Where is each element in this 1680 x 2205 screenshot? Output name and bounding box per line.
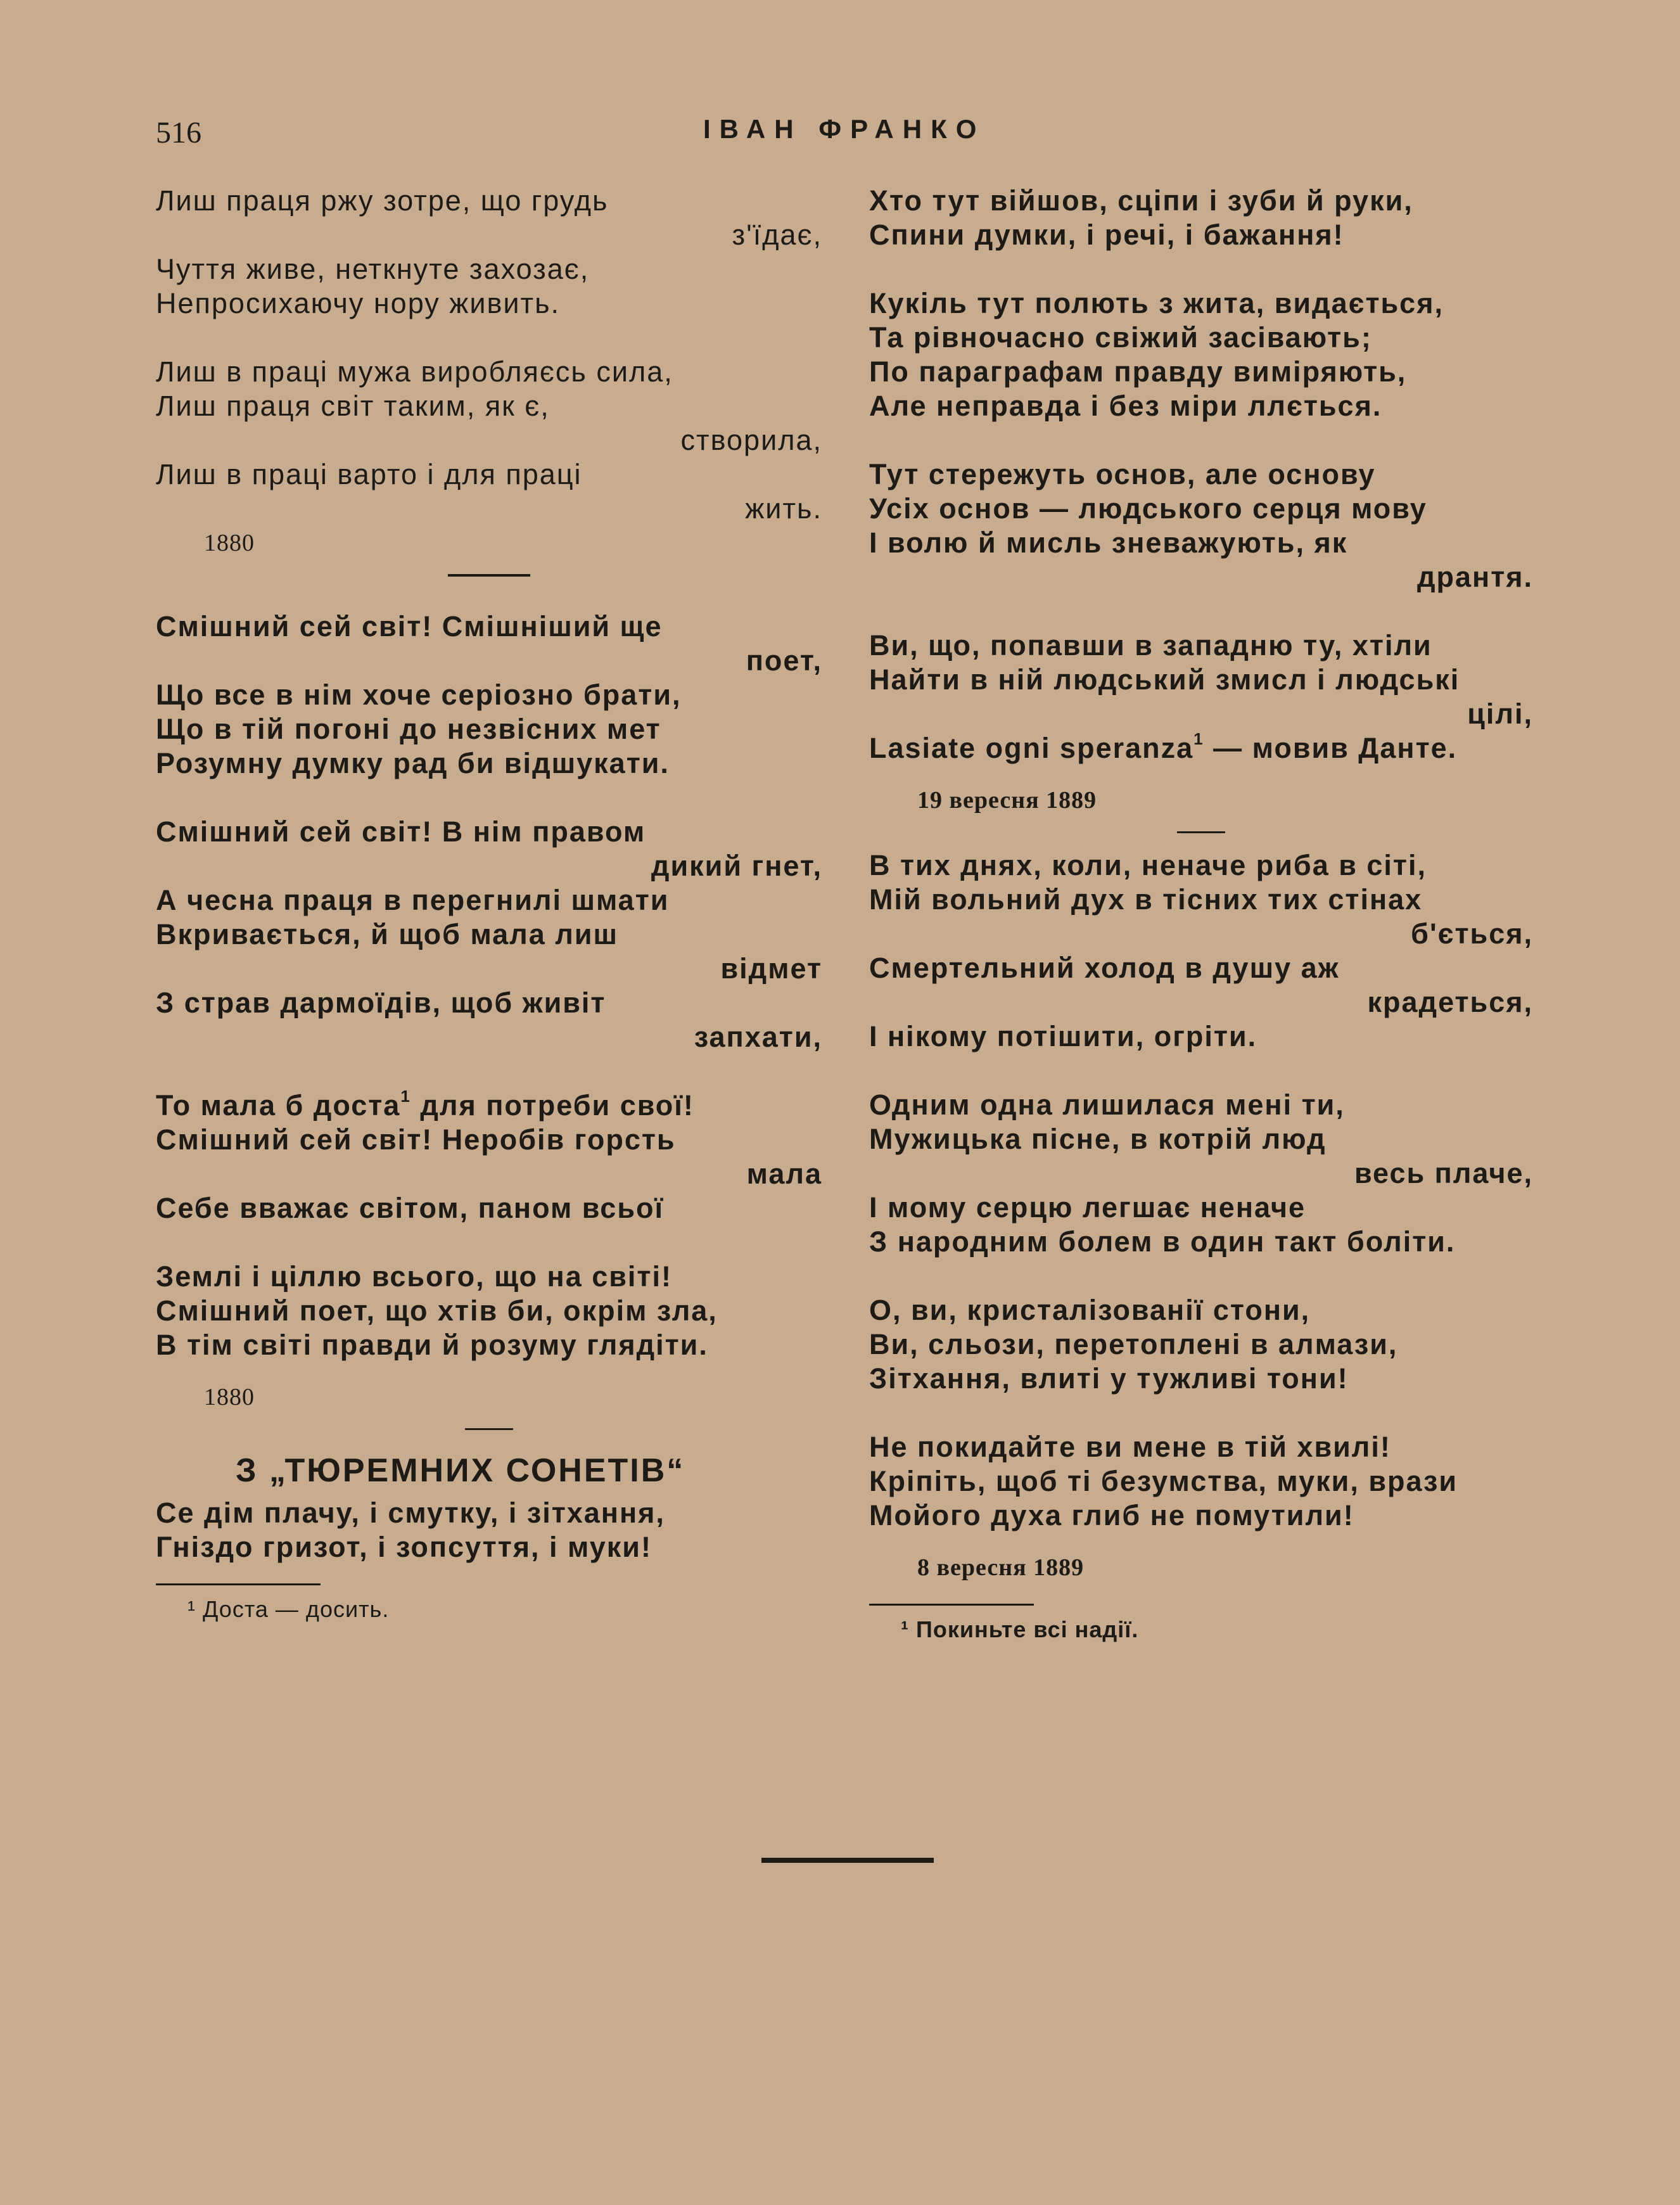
verse-line xyxy=(869,1156,1533,1191)
verse-line xyxy=(156,952,822,986)
verse-text: Лиш праця світ таким, як є, xyxy=(156,390,550,422)
verse-text: Смішний сей світ! Смішніший ще xyxy=(156,610,663,642)
verse-line xyxy=(869,321,1533,355)
verse-line xyxy=(869,1499,1533,1533)
verse-line xyxy=(869,1293,1533,1327)
verse-text: По параграфам правду виміряють, xyxy=(869,355,1407,388)
verse-line xyxy=(156,1020,822,1054)
footnote-mark: 1 xyxy=(1193,729,1204,748)
verse-text: Гніздо гризот, і зопсуття, і муки! xyxy=(156,1531,652,1563)
poem-3-continued xyxy=(869,184,1533,765)
verse-line xyxy=(156,492,822,526)
verse-line xyxy=(869,492,1533,526)
stanza-gap xyxy=(869,1396,1533,1430)
verse-text: Кукіль тут полють з жита, видається, xyxy=(869,287,1444,319)
verse-line xyxy=(869,218,1533,252)
verse-line xyxy=(156,252,822,286)
verse-text: для потреби свої! xyxy=(410,1089,694,1122)
poem-2 xyxy=(156,610,822,1362)
verse-text: Спини думки, і речі, і бажання! xyxy=(869,219,1344,251)
verse-text: Лиш праця ржу зотре, що грудь xyxy=(156,184,609,217)
verse-line xyxy=(869,526,1533,560)
verse-text: Себе вважає світом, паном всьої xyxy=(156,1192,665,1224)
verse-text: б'ється, xyxy=(1411,917,1533,950)
verse-line xyxy=(156,1123,822,1157)
verse-line xyxy=(869,1225,1533,1259)
section-separator xyxy=(1177,831,1225,833)
verse-text: Тут стережуть основ, але основу xyxy=(869,458,1376,490)
poem-1-date: 1880 xyxy=(204,530,255,556)
verse-text: жить. xyxy=(745,492,822,525)
verse-line xyxy=(869,1362,1533,1396)
verse-text: Мойого духа глиб не помутили! xyxy=(869,1499,1354,1531)
verse-text: — мовив Данте. xyxy=(1204,732,1458,764)
footnote-left: ¹ Доста — досить. xyxy=(188,1596,390,1622)
verse-text: Смішний сей світ! В нім правом xyxy=(156,815,646,848)
poem-1 xyxy=(156,184,822,526)
verse-line xyxy=(156,1496,822,1530)
verse-text: запхати, xyxy=(694,1021,822,1053)
verse-line xyxy=(156,184,822,218)
verse-line xyxy=(869,663,1533,697)
verse-line xyxy=(869,883,1533,917)
verse-text: дикий гнет, xyxy=(651,850,822,882)
verse-text: крадеться, xyxy=(1367,986,1533,1018)
verse-line xyxy=(156,849,822,883)
verse-line xyxy=(156,355,822,389)
poem-4 xyxy=(869,848,1533,1533)
verse-line xyxy=(869,184,1533,218)
stanza-gap xyxy=(869,252,1533,286)
verse-text: Непросихаючу нору живить. xyxy=(156,287,561,319)
stanza-gap xyxy=(156,1054,822,1089)
section-separator xyxy=(448,574,530,577)
verse-text: О, ви, кристалізованії стони, xyxy=(869,1294,1311,1326)
stanza-gap xyxy=(869,1054,1533,1088)
verse-text: Вкривається, й щоб мала лиш xyxy=(156,918,619,950)
verse-text: поет, xyxy=(746,644,822,677)
verse-text: Зітхання, влиті у тужливі тони! xyxy=(869,1362,1349,1395)
verse-line xyxy=(156,815,822,849)
verse-text: Лиш в праці варто і для праці xyxy=(156,458,582,490)
footnote-right: ¹ Покиньте всі надії. xyxy=(901,1616,1139,1642)
verse-text: Смішний сей світ! Неробів горсть xyxy=(156,1123,676,1156)
verse-line xyxy=(156,1530,822,1564)
verse-line xyxy=(869,1327,1533,1362)
verse-text: Що все в нім хоче серіозно брати, xyxy=(156,679,682,711)
verse-text: весь плаче, xyxy=(1354,1157,1533,1189)
verse-line xyxy=(156,457,822,492)
verse-line xyxy=(869,286,1533,321)
verse-text: Хто тут війшов, сціпи і зуби й руки, xyxy=(869,184,1413,217)
verse-text: І мому серцю легшає неначе xyxy=(869,1191,1306,1224)
verse-line xyxy=(156,917,822,952)
verse-line xyxy=(156,423,822,457)
footnote-rule xyxy=(869,1604,1034,1606)
verse-line xyxy=(156,1089,822,1123)
verse-text: мала xyxy=(746,1158,822,1190)
stanza-gap xyxy=(869,594,1533,629)
verse-line xyxy=(156,1260,822,1294)
verse-text: І волю й мисль зневажують, як xyxy=(869,527,1348,559)
verse-text: створила, xyxy=(680,424,822,456)
verse-line xyxy=(156,883,822,917)
verse-line xyxy=(869,697,1533,731)
stanza-gap xyxy=(869,1259,1533,1293)
running-head: ІВАН ФРАНКО xyxy=(703,114,986,144)
verse-line xyxy=(156,218,822,252)
verse-text: Розумну думку рад би відшукати. xyxy=(156,747,670,779)
verse-text: І нікому потішити, огріти. xyxy=(869,1020,1257,1052)
poem-4-date: 8 вересня 1889 xyxy=(917,1554,1085,1581)
verse-line xyxy=(869,985,1533,1019)
verse-text: Кріпіть, щоб ті безумства, муки, врази xyxy=(869,1465,1458,1497)
verse-line xyxy=(869,731,1533,765)
footnote-mark: 1 xyxy=(400,1087,411,1106)
poem-3-date: 19 вересня 1889 xyxy=(917,787,1097,814)
stanza-gap xyxy=(156,321,822,355)
verse-text: В тих днях, коли, неначе риба в сіті, xyxy=(869,849,1427,881)
verse-line xyxy=(869,951,1533,985)
verse-text: З народним болем в один такт боліти. xyxy=(869,1225,1456,1258)
stanza-gap xyxy=(156,781,822,815)
verse-text: Ви, що, попавши в западню ту, хтіли xyxy=(869,629,1432,662)
verse-text: Одним одна лишилася мені ти, xyxy=(869,1089,1345,1121)
verse-text: В тім світі правди й розуму глядіти. xyxy=(156,1329,708,1361)
verse-line xyxy=(156,1191,822,1225)
page-number: 516 xyxy=(156,116,201,150)
verse-text: Се дім плачу, і смутку, і зітхання, xyxy=(156,1497,665,1529)
verse-text: Смішний поет, що хтів би, окрім зла, xyxy=(156,1294,718,1327)
stanza-gap xyxy=(156,1225,822,1260)
verse-text: відмет xyxy=(720,952,822,985)
verse-text: Лиш в праці мужа виробляєсь сила, xyxy=(156,355,673,388)
verse-line xyxy=(156,610,822,644)
verse-text: дрантя. xyxy=(1416,561,1533,593)
verse-line xyxy=(869,1088,1533,1122)
verse-line xyxy=(156,986,822,1020)
verse-text: Та рівночасно свіжий засівають; xyxy=(869,321,1372,354)
verse-line xyxy=(869,1019,1533,1054)
verse-text: То мала б доста xyxy=(156,1089,401,1122)
verse-line xyxy=(869,1191,1533,1225)
verse-text: Чуття живе, неткнуте захозає, xyxy=(156,253,590,285)
verse-text: Не покидайте ви мене в тій хвилі! xyxy=(869,1431,1391,1463)
verse-text: Смертельний холод в душу аж xyxy=(869,952,1340,984)
verse-line xyxy=(156,712,822,746)
verse-line xyxy=(869,1430,1533,1464)
verse-line xyxy=(869,1122,1533,1156)
verse-text: з'їдає, xyxy=(732,219,822,251)
verse-line xyxy=(156,286,822,321)
verse-text: Землі і ціллю всього, що на світі! xyxy=(156,1260,672,1293)
verse-text: Ви, сльози, перетоплені в алмази, xyxy=(869,1328,1398,1360)
verse-text: Усіх основ — людського серця мову xyxy=(869,492,1427,525)
left-column xyxy=(156,184,822,1625)
verse-line xyxy=(156,1157,822,1191)
verse-line xyxy=(869,389,1533,423)
verse-text: Найти в ній людський змисл і людські xyxy=(869,663,1460,696)
verse-text: Що в тій погоні до незвісних мет xyxy=(156,713,661,745)
verse-line xyxy=(869,629,1533,663)
verse-line xyxy=(156,746,822,781)
verse-line xyxy=(869,457,1533,492)
verse-line xyxy=(869,848,1533,883)
verse-line xyxy=(869,1464,1533,1499)
poem-2-date: 1880 xyxy=(204,1384,255,1410)
end-rule xyxy=(761,1858,934,1863)
verse-text: Мужицька пісне, в котрій люд xyxy=(869,1123,1327,1155)
verse-line xyxy=(869,355,1533,389)
verse-line xyxy=(156,644,822,678)
verse-line xyxy=(869,917,1533,951)
right-column xyxy=(869,184,1533,1645)
section-separator xyxy=(465,1428,513,1430)
verse-text: Але неправда і без міри ллється. xyxy=(869,390,1382,422)
footnote-rule xyxy=(156,1583,321,1585)
verse-text: А чесна праця в перегнилі шмати xyxy=(156,884,670,916)
verse-line xyxy=(156,1328,822,1362)
poem-3 xyxy=(156,1496,822,1564)
verse-line xyxy=(156,678,822,712)
verse-text: Lasiate ogni speranza xyxy=(869,732,1194,764)
stanza-gap xyxy=(869,423,1533,457)
verse-line xyxy=(156,1294,822,1328)
verse-text: цілі, xyxy=(1467,698,1533,730)
verse-text: З страв дармоїдів, щоб живіт xyxy=(156,987,606,1019)
verse-text: Мій вольний дух в тісних тих стінах xyxy=(869,883,1423,916)
verse-line xyxy=(156,389,822,423)
verse-line xyxy=(869,560,1533,594)
section-heading: З „ТЮРЕМНИХ СОНЕТІВ“ xyxy=(236,1452,685,1489)
